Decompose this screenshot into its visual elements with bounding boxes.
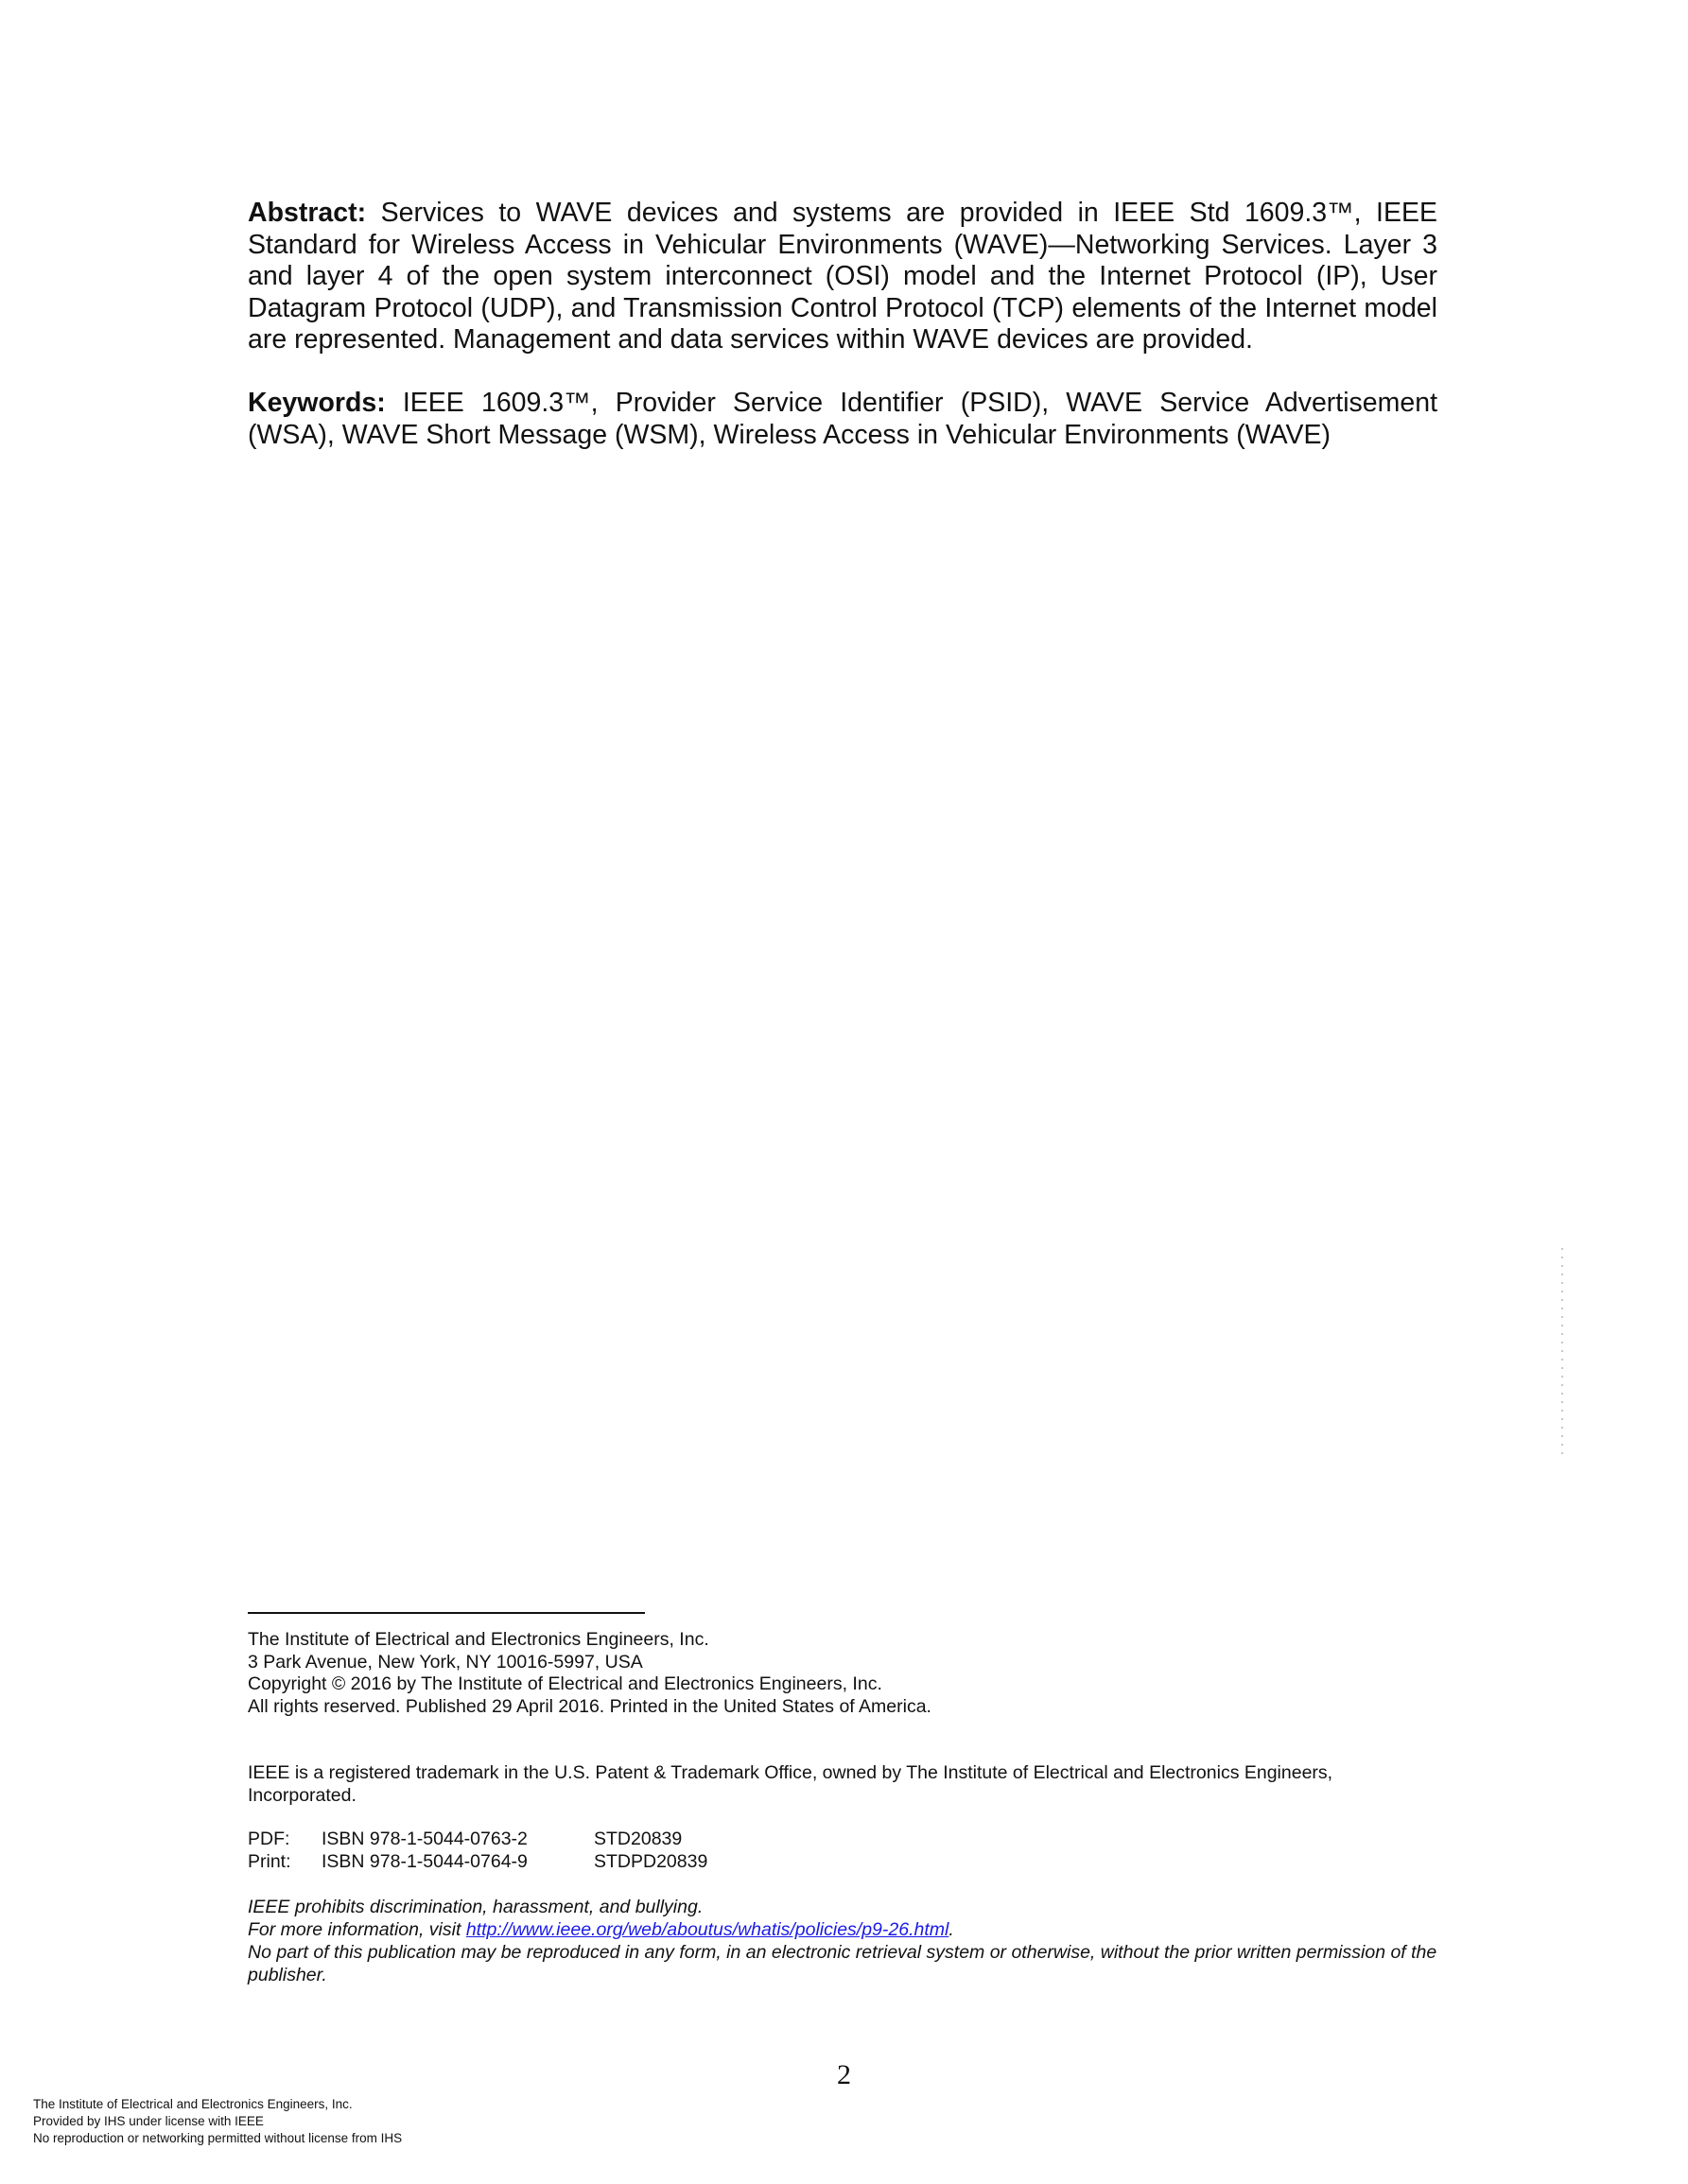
isbn-code: STD20839 (594, 1829, 683, 1849)
publisher-street: 3 Park Avenue, New York, NY 10016-5997, USA (248, 1652, 643, 1673)
keywords-label: Keywords: (248, 388, 386, 418)
copyright-line: Copyright © 2016 by The Institute of Electrical and Electronics Engineers, Inc. (248, 1673, 882, 1694)
isbn-row-print (248, 1850, 1437, 1873)
abstract-text: Services to WAVE devices and systems are provided in IEEE Std 1609.3™, IEEE Standard for Wireless Access in Vehicular Environments (WAVE)—Networking Services. Layer 3 and layer 4 of the open system interconnect (OSI) model and the Internet Protocol (IP), User Datagram Protocol (UDP), and Transmission Control Protocol (TCP) elements of the Internet model are represented. Management and data services within WAVE devices are provided. (248, 198, 1437, 355)
keywords-paragraph (248, 388, 1437, 451)
trademark-notice: IEEE is a registered trademark in the U.S. Patent & Trademark Office, owned by The Institute of Electrical and Electronics Engineers, Incorporated. (248, 1762, 1333, 1806)
footnote-divider (248, 1612, 645, 1614)
keywords-text: IEEE 1609.3™, Provider Service Identifier (PSID), WAVE Service Advertisement (WSA), WAVE Short Message (WSM), Wireless Access in Vehicular Environments (WAVE) (248, 388, 1437, 450)
page-number: 2 (837, 2059, 851, 2090)
reproduction-notice: No part of this publication may be reproduced in any form, in an electronic retrieval system or otherwise, without the prior written permission of the publisher. (248, 1942, 1437, 1985)
isbn-number: ISBN 978-1-5044-0763-2 (322, 1829, 528, 1849)
policy-link[interactable]: http://www.ieee.org/web/aboutus/whatis/policies/p9-26.html (465, 1919, 949, 1940)
policy-more-info (248, 1918, 1437, 1941)
rights-line: All rights reserved. Published 29 April 2016. Printed in the United States of America. (248, 1696, 931, 1717)
policy-more-suffix: . (948, 1919, 954, 1940)
margin-dot-marks (1561, 1248, 1563, 1458)
copyright-notice (248, 1673, 1437, 1718)
license-line-2: Provided by IHS under license with IEEE (33, 2114, 264, 2128)
license-line-1: The Institute of Electrical and Electronics Engineers, Inc. (33, 2097, 353, 2111)
isbn-block (248, 1828, 1437, 1873)
publisher-name: The Institute of Electrical and Electronics Engineers, Inc. (248, 1629, 709, 1650)
isbn-format: PDF: (248, 1829, 290, 1849)
isbn-row-pdf (248, 1828, 1437, 1850)
policy-notice (248, 1896, 1437, 1986)
abstract-paragraph (248, 198, 1437, 356)
isbn-format: Print: (248, 1851, 291, 1872)
license-line-3: No reproduction or networking permitted without license from IHS (33, 2131, 403, 2145)
isbn-number: ISBN 978-1-5044-0764-9 (322, 1851, 528, 1872)
isbn-code: STDPD20839 (594, 1851, 708, 1872)
abstract-label: Abstract: (248, 198, 367, 228)
policy-more-prefix: For more information, visit (248, 1919, 466, 1940)
publisher-address (248, 1628, 1437, 1673)
license-stamp (33, 2096, 402, 2147)
policy-statement: IEEE prohibits discrimination, harassment, and bullying. (248, 1897, 704, 1917)
